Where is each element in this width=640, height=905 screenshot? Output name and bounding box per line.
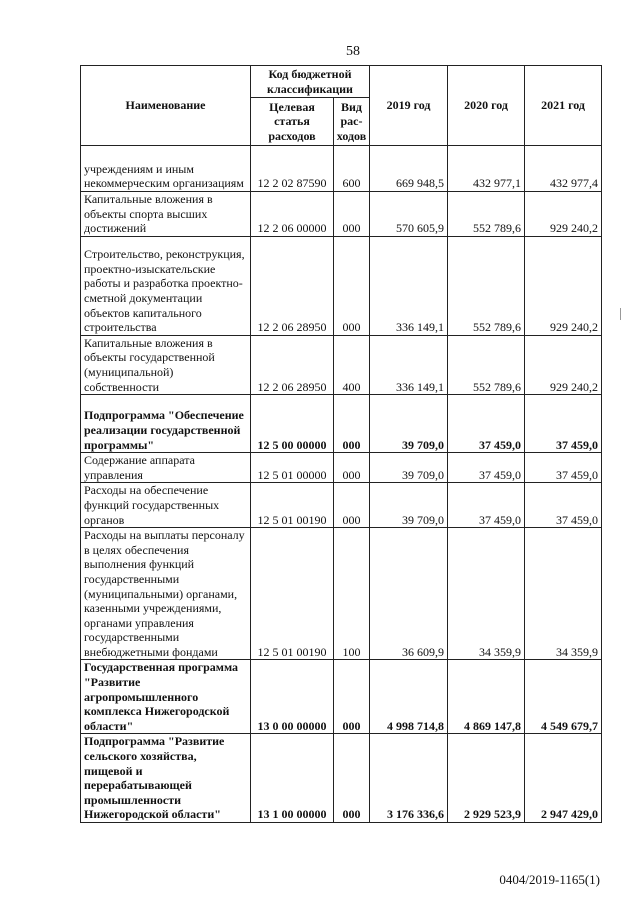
row-value-2020: 552 789,6	[448, 335, 525, 394]
row-target-code: 12 5 01 00000	[251, 453, 334, 483]
document-code: 0404/2019-1165(1)	[499, 872, 600, 887]
table-row	[81, 734, 602, 823]
row-value-2021: 929 240,2	[525, 236, 602, 335]
budget-table	[80, 65, 602, 823]
row-value-2021: 2 947 429,0	[525, 734, 602, 823]
row-value-2019: 39 709,0	[370, 483, 448, 528]
row-name: Подпрограмма "Обеспечение реализации государственной программы"	[81, 395, 251, 453]
row-value-2019: 3 176 336,6	[370, 734, 448, 823]
row-expense-type: 000	[334, 660, 370, 734]
row-value-2020: 432 977,1	[448, 146, 525, 192]
row-expense-type: 400	[334, 335, 370, 394]
row-name: Расходы на выплаты персоналу в целях обеспечения выполнения функций государственными (муниципальными) органами, казенными учреждениями, органами управления государственными внебюджетными фондами	[81, 528, 251, 660]
row-value-2019: 570 605,9	[370, 192, 448, 237]
table-row	[81, 660, 602, 734]
row-value-2021: 929 240,2	[525, 335, 602, 394]
row-expense-type: 100	[334, 528, 370, 660]
row-expense-type: 600	[334, 146, 370, 192]
row-value-2019: 39 709,0	[370, 395, 448, 453]
row-target-code: 12 5 01 00190	[251, 483, 334, 528]
row-value-2021: 34 359,9	[525, 528, 602, 660]
table-row	[81, 335, 602, 394]
row-name: учреждениям и иным некоммерческим организациям	[81, 146, 251, 192]
row-expense-type: 000	[334, 483, 370, 528]
table-row	[81, 146, 602, 192]
row-value-2019: 336 149,1	[370, 236, 448, 335]
row-name: Расходы на обеспечение функций государственных органов	[81, 483, 251, 528]
header-year-2020: 2020 год	[448, 66, 525, 146]
row-target-code: 13 0 00 00000	[251, 660, 334, 734]
row-value-2020: 552 789,6	[448, 236, 525, 335]
header-target-article: Целевая статья расходов	[251, 98, 334, 146]
row-target-code: 12 5 00 00000	[251, 395, 334, 453]
row-target-code: 13 1 00 00000	[251, 734, 334, 823]
row-value-2019: 669 948,5	[370, 146, 448, 192]
row-target-code: 12 2 02 87590	[251, 146, 334, 192]
row-value-2021: 929 240,2	[525, 192, 602, 237]
row-target-code: 12 2 06 28950	[251, 236, 334, 335]
row-value-2020: 37 459,0	[448, 453, 525, 483]
row-expense-type: 000	[334, 236, 370, 335]
table-row	[81, 483, 602, 528]
row-value-2019: 336 149,1	[370, 335, 448, 394]
row-target-code: 12 5 01 00190	[251, 528, 334, 660]
row-value-2020: 4 869 147,8	[448, 660, 525, 734]
row-value-2021: 37 459,0	[525, 453, 602, 483]
row-target-code: 12 2 06 28950	[251, 335, 334, 394]
row-expense-type: 000	[334, 453, 370, 483]
header-expense-type: Вид рас-ходов	[334, 98, 370, 146]
row-value-2020: 37 459,0	[448, 395, 525, 453]
row-expense-type: 000	[334, 395, 370, 453]
row-value-2020: 2 929 523,9	[448, 734, 525, 823]
table-row	[81, 528, 602, 660]
page-number: 58	[346, 44, 360, 59]
row-value-2021: 37 459,0	[525, 483, 602, 528]
row-name: Капитальные вложения в объекты государственной (муниципальной) собственности	[81, 335, 251, 394]
row-value-2020: 34 359,9	[448, 528, 525, 660]
row-name: Государственная программа "Развитие агропромышленного комплекса Нижегородской области"	[81, 660, 251, 734]
row-expense-type: 000	[334, 192, 370, 237]
row-value-2019: 36 609,9	[370, 528, 448, 660]
row-name: Капитальные вложения в объекты спорта высших достижений	[81, 192, 251, 237]
row-value-2019: 4 998 714,8	[370, 660, 448, 734]
header-year-2021: 2021 год	[525, 66, 602, 146]
header-budget-code: Код бюджетной классификации	[251, 66, 370, 98]
table-row	[81, 236, 602, 335]
table-row	[81, 453, 602, 483]
row-value-2021: 4 549 679,7	[525, 660, 602, 734]
row-value-2021: 432 977,4	[525, 146, 602, 192]
row-value-2021: 37 459,0	[525, 395, 602, 453]
row-expense-type: 000	[334, 734, 370, 823]
row-name: Содержание аппарата управления	[81, 453, 251, 483]
header-name: Наименование	[81, 66, 251, 146]
table-row	[81, 192, 602, 237]
row-value-2020: 37 459,0	[448, 483, 525, 528]
row-value-2019: 39 709,0	[370, 453, 448, 483]
table-body	[81, 146, 602, 823]
row-target-code: 12 2 06 00000	[251, 192, 334, 237]
row-name: Строительство, реконструкция, проектно-изыскательские работы и разработка проектно-сметной документации объектов капитального строительства	[81, 236, 251, 335]
row-value-2020: 552 789,6	[448, 192, 525, 237]
table-header	[81, 66, 602, 146]
table-row	[81, 395, 602, 453]
margin-mark	[620, 308, 621, 320]
row-name: Подпрограмма "Развитие сельского хозяйства, пищевой и перерабатывающей промышленности Нижегородской области"	[81, 734, 251, 823]
header-year-2019: 2019 год	[370, 66, 448, 146]
